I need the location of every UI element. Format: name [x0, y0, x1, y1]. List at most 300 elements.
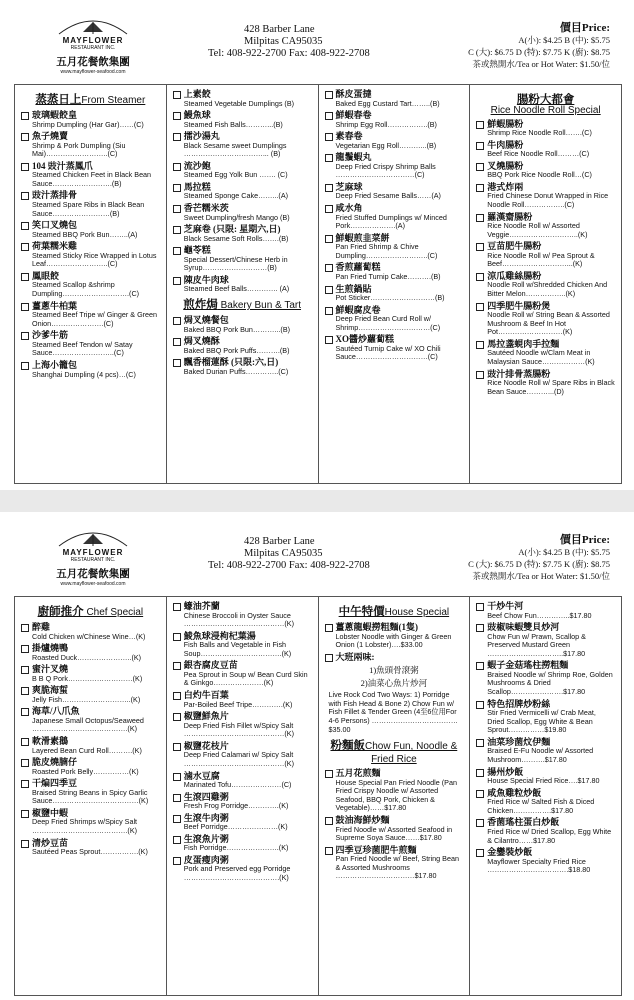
menu-item-english-desc: Shanghai Dumpling (4 pcs)…(C): [32, 369, 136, 379]
logo-sub-text: RESTAURANT INC.: [70, 557, 116, 563]
menu-item: [325, 815, 464, 843]
live-rock-cod-description: Live Rock Cod Two Ways: 1) Porridge with Fish Head & Bone 2) Chow Fun w/ Fish Fillet & Tender Green (4至6位用For 4-6 Persons) ………………………………$35.00: [328, 690, 458, 734]
menu-item: [21, 131, 160, 159]
checkbox-icon[interactable]: [21, 759, 29, 767]
menu-item-chinese-name: 酥皮蛋撻: [335, 89, 372, 99]
menu-item-english-desc: Pea Sprout in Soup w/ Bean Curd Skin & Ginkgo…………………(K): [183, 669, 308, 688]
column-house-special: [319, 597, 471, 995]
menu-item: [173, 741, 312, 769]
address-line-2: Milpitas CA95035: [244, 548, 323, 559]
menu-item: [325, 203, 464, 231]
checkbox-icon[interactable]: [173, 773, 181, 781]
logo-arch-text: MAYFLOWER: [62, 548, 124, 557]
menu-item-english-desc: Deep Fried Fish Fillet w/Spicy Salt ……………………………………(K): [183, 720, 294, 739]
item-list: [173, 601, 312, 883]
checkbox-icon[interactable]: [21, 303, 29, 311]
menu-item-chinese-name: 軟滑素鵝: [32, 736, 69, 747]
item-list: [173, 315, 312, 376]
price-title: 價目Price:: [559, 534, 610, 546]
checkbox-icon[interactable]: [173, 133, 181, 141]
menu-item-chinese-name: 豉椒味蝦雙貝炒河: [487, 622, 560, 633]
menu-item-english-desc: Fish Balls and Vegetable in Fish Soup…………………………….(K): [183, 640, 292, 658]
column-vegetable-porridge: [167, 597, 319, 995]
checkbox-icon[interactable]: [325, 624, 333, 632]
menu-item-chinese-name: 揚州炒飯: [487, 766, 524, 777]
menu-item-chinese-name: 鮮蝦春卷: [335, 110, 372, 121]
price-block: [468, 22, 610, 70]
checkbox-icon[interactable]: [21, 687, 29, 695]
menu-item-english-desc: Baked Egg Custard Tart……..(B): [335, 98, 440, 108]
menu-item: [21, 161, 160, 189]
menu-item-english-desc: Baked Durian Puffs…………..(C): [183, 366, 289, 376]
item-list: [325, 89, 464, 362]
checkbox-icon[interactable]: [325, 336, 333, 344]
logo-arch-text: MAYFLOWER: [62, 36, 124, 45]
menu-item: [21, 664, 160, 683]
section-title-cn: 煎炸焗: [183, 299, 218, 312]
checkbox-icon[interactable]: [325, 133, 333, 141]
menu-item-chinese-name: 鯪魚球浸枸杞葉湯: [183, 630, 256, 641]
checkbox-icon[interactable]: [476, 341, 484, 349]
menu-item-chinese-name: 薑蔥龍蝦撈粗麵(1隻): [335, 622, 418, 632]
menu-item-chinese-name: 龜苓糕: [183, 245, 211, 256]
checkbox-icon[interactable]: [325, 112, 333, 120]
menu-item-english-desc: Deep Fried Crispy Shrimp Balls ……………………………(C): [335, 161, 436, 180]
menu-item: [325, 89, 464, 108]
logo-chinese-name: 五月花餐飲集團: [56, 569, 130, 580]
menu-item-english-desc: Roasted Duck…………………..(K): [32, 652, 142, 662]
checkbox-icon[interactable]: [325, 817, 333, 825]
page-gap: [0, 490, 634, 512]
checkbox-icon[interactable]: [21, 332, 29, 340]
menu-item-english-desc: Shrimp Egg Roll……………..(B): [335, 119, 437, 129]
menu-item-chinese-name: 鮮蝦煎韭菜餅: [335, 232, 390, 243]
menu-item: [476, 212, 615, 240]
checkbox-icon[interactable]: [173, 662, 181, 670]
menu-item-chinese-name: 荷葉糯米雞: [32, 241, 78, 252]
menu-item-english-desc: Layered Bean Curd Roll……….(K): [32, 745, 142, 755]
price-line-3: 茶或熱開水/Tea or Hot Water: $1.50/位: [472, 59, 610, 69]
column-fried: [319, 85, 471, 483]
menu-item: [173, 315, 312, 334]
menu-item-chinese-name: 香菌瑤柱蛋白炒飯: [487, 817, 560, 828]
menu-item: [21, 706, 160, 734]
menu-item-chinese-name: 蜜汁叉燒: [32, 664, 69, 675]
menu-item-chinese-name: 蝦子金菇瑤柱撈粗麵: [487, 660, 569, 671]
menu-item-chinese-name: 香芒糯米茨: [183, 203, 229, 214]
two-ways-option-1: 1)魚頭骨滾粥: [369, 665, 419, 676]
menu-item: [476, 601, 615, 620]
menu-item: [173, 660, 312, 688]
section-title-chef-special: [21, 603, 160, 619]
menu-item-chinese-name: 鳳眼餃: [32, 270, 60, 281]
checkbox-icon[interactable]: [325, 235, 333, 243]
checkbox-icon[interactable]: [173, 857, 181, 865]
menu-item-chinese-name: 滷水豆腐: [183, 770, 220, 781]
section-title-en: Chef Special: [86, 607, 144, 618]
column-noodle-rice: [470, 597, 621, 995]
menu-item-english-desc: Shrimp & Pork Dumpling (Siu Mai)……………………..(C): [32, 140, 126, 159]
checkbox-icon[interactable]: [476, 371, 484, 379]
menu-item: [21, 808, 160, 836]
item-list: [476, 601, 615, 875]
checkbox-icon[interactable]: [173, 633, 181, 641]
menu-item-english-desc: Beef Porridge…………………(K): [183, 822, 288, 832]
address-line-1: 428 Barber Lane: [244, 536, 315, 547]
menu-item-english-desc: Fresh Frog Porridge………….(K): [183, 801, 289, 811]
checkbox-icon[interactable]: [21, 666, 29, 674]
menu-item-chinese-name: 特色招牌炒粉絲: [487, 698, 551, 709]
two-ways-option-2: 2)油菜心魚片炒河: [360, 678, 428, 689]
menu-item: [325, 182, 464, 201]
menu-item: [325, 233, 464, 261]
checkbox-icon[interactable]: [476, 701, 484, 709]
menu-item: [173, 275, 312, 294]
checkbox-icon[interactable]: [21, 133, 29, 141]
menu-item-english-desc: Steamed Scallop &shrimp Dumpling……………………….(C): [32, 280, 140, 299]
checkbox-icon[interactable]: [325, 264, 333, 272]
menu-page-1: [0, 0, 634, 490]
menu-item-chinese-name: 香煎蘿蔔糕: [335, 262, 381, 273]
menu-item-english-desc: Steamed Beef Tripe w/ Ginger & Green Onion………………….(C): [32, 310, 158, 328]
menu-item-english-desc: Beef Rice Noodle Roll………(C): [487, 149, 590, 159]
checkbox-icon[interactable]: [21, 163, 29, 171]
menu-item-chinese-name: 焗叉燒餐包: [183, 315, 229, 326]
menu-item-english-desc: Sautéed Noodle w/Clam Meat in Malaysian Sauce………………(K): [487, 348, 595, 366]
checkbox-icon[interactable]: [21, 362, 29, 370]
menu-item-chinese-name: 魚子燒賣: [32, 131, 69, 142]
column-steamer: [15, 85, 167, 483]
menu-item-chinese-name: 豆苗肥牛腸粉: [487, 241, 542, 252]
menu-item-english-desc: Noodle Roll w/ String Bean & Assorted Mushroom & Beef In Hot Pot………………………(K): [487, 310, 610, 337]
menu-item: [325, 131, 464, 150]
menu-item-english-desc: Deep Fried Calamari w/ Spicy Salt ……………………………………(K): [183, 750, 294, 768]
menu-item-chinese-name: 海草/八爪魚: [32, 706, 80, 717]
menu-item-chinese-name: 脆皮燒腩仔: [32, 757, 78, 768]
menu-item-english-desc: Rice Noodle Roll w/ Assorted Veggie………………………..(K): [487, 221, 588, 239]
checkbox-icon[interactable]: [173, 359, 181, 367]
menu-item-chinese-name: 生煎鍋貼: [335, 283, 372, 294]
menu-item: [476, 817, 615, 845]
menu-item: [173, 711, 312, 739]
checkbox-icon[interactable]: [173, 205, 181, 213]
menu-item-chinese-name: 羅漢齋腸粉: [487, 211, 533, 222]
item-list: [325, 768, 464, 881]
menu-item: [325, 284, 464, 303]
checkbox-icon[interactable]: [173, 277, 181, 285]
menu-item-english-desc: Shrimp Rice Noodle Roll…….(C): [487, 128, 592, 138]
menu-columns: [14, 84, 622, 484]
menu-item-english-desc: Pan Fried Shrimp & Chive Dumpling……………………..(C): [335, 242, 438, 260]
checkbox-icon[interactable]: [173, 247, 181, 255]
menu-item-chinese-name: 牛肉腸粉: [487, 139, 524, 150]
checkbox-icon[interactable]: [173, 692, 181, 700]
menu-item: [325, 262, 464, 281]
menu-item-chinese-name: 銀杏腐皮豆苗: [183, 660, 238, 671]
checkbox-icon[interactable]: [325, 847, 333, 855]
phone-line: Tel: 408-922-2700 Fax: 408-922-2708: [208, 48, 370, 59]
menu-item-english-desc: Mayflower Specialty Fried Rice …………………………….$18.80: [487, 856, 591, 875]
checkbox-icon[interactable]: [476, 739, 484, 747]
menu-item-english-desc: Black Sesame Soft Rolls…….(B): [183, 233, 289, 243]
menu-item-chinese-name: 四季豆珍菌肥牛煎麵: [335, 844, 417, 855]
menu-item-english-desc: House Special Pan Fried Noodle (Pan Fried Crispy Noodle w/ Assorted Seafood, BBQ Pork, Chicken & Vegetable)……$17.80: [335, 777, 457, 813]
menu-item: [21, 220, 160, 239]
menu-item-chinese-name: 陳皮牛肉球: [183, 274, 229, 285]
checkbox-icon[interactable]: [21, 708, 29, 716]
checkbox-icon[interactable]: [476, 769, 484, 777]
checkbox-icon[interactable]: [476, 303, 484, 311]
menu-item-english-desc: Steamed Sticky Rice Wrapped in Lotus Leaf……………………..(C): [32, 250, 157, 269]
checkbox-icon[interactable]: [173, 338, 181, 346]
checkbox-icon[interactable]: [325, 205, 333, 213]
menu-item-chinese-name: 上素餃: [183, 89, 211, 99]
menu-item-chinese-name: 干炒牛河: [487, 601, 524, 611]
checkbox-icon[interactable]: [173, 836, 181, 844]
checkbox-icon[interactable]: [21, 222, 29, 230]
section-title-noodle-rice: [325, 737, 464, 765]
checkbox-icon[interactable]: [173, 163, 181, 171]
item-list: [21, 110, 160, 379]
menu-item: [173, 357, 312, 376]
menu-item-chinese-name: 上海小籠包: [32, 360, 78, 370]
menu-item: [173, 110, 312, 129]
menu-item-chinese-name: 掛爐燒鴨: [32, 643, 69, 654]
price-title: 價目Price:: [559, 22, 610, 34]
checkbox-icon[interactable]: [325, 91, 333, 99]
checkbox-icon[interactable]: [173, 184, 181, 192]
menu-item: [21, 778, 160, 806]
checkbox-icon[interactable]: [173, 815, 181, 823]
menu-item: [21, 736, 160, 755]
checkbox-icon[interactable]: [173, 794, 181, 802]
menu-item: [21, 360, 160, 379]
checkbox-icon[interactable]: [21, 243, 29, 251]
checkbox-icon[interactable]: [21, 645, 29, 653]
section-title-rice-noodle-roll: [476, 91, 615, 116]
menu-item-chinese-name: 醉雞: [32, 622, 51, 632]
menu-item-chinese-name: 焗叉燒酥: [183, 336, 220, 347]
checkbox-icon[interactable]: [21, 840, 29, 848]
phone-line: Tel: 408-922-2700 Fax: 408-922-2708: [208, 560, 370, 571]
address-block: [208, 536, 370, 572]
price-line-3: 茶或熱開水/Tea or Hot Water: $1.50/位: [472, 571, 610, 581]
section-title-en: From Steamer: [81, 95, 146, 106]
menu-item-chinese-name: 清炒豆苗: [32, 837, 69, 848]
checkbox-icon[interactable]: [325, 184, 333, 192]
menu-item: [21, 241, 160, 269]
section-title-cn: 腸粉大都會: [516, 94, 575, 106]
menu-item-chinese-name: 玻璃蝦餃皇: [32, 110, 78, 120]
menu-item: [476, 788, 615, 816]
checkbox-icon[interactable]: [325, 154, 333, 162]
menu-item: [476, 369, 615, 397]
menu-item-chinese-name: 蠔油芥蘭: [183, 601, 220, 611]
menu-item-english-desc: Braised String Beans in Spicy Garlic Sauce………………………………(K): [32, 787, 149, 806]
menu-item-english-desc: Beef Chow Fun…………..$17.80: [487, 610, 592, 620]
menu-item-english-desc: Vegetarian Egg Roll………...(B): [335, 140, 437, 150]
menu-item-english-desc: Sweet Dumpling/fresh Mango (B): [183, 212, 290, 222]
menu-item-chinese-name: 叉燒腸粉: [487, 160, 524, 171]
menu-item-english-desc: Steamed Beef Balls…………. (A): [183, 284, 290, 294]
menu-item-english-desc: Pan Fried Turnip Cake……….(B): [335, 271, 441, 281]
menu-item: [173, 792, 312, 811]
checkbox-icon[interactable]: [21, 112, 29, 120]
menu-item: [173, 855, 312, 883]
menu-item-english-desc: Steamed Spare Ribs in Black Bean Sauce……………………(B): [32, 199, 145, 218]
menu-page-2: [0, 512, 634, 1000]
section-title-cn: 粉麵飯: [330, 740, 365, 753]
menu-item: [21, 301, 160, 329]
menu-item-english-desc: Stir Fried Vermicelli w/ Crab Meat, Dried Scallop, Egg White & Bean Sprout……………$19.80: [487, 708, 596, 735]
menu-item-english-desc: Pork and Preserved egg Porridge ………………………………….(K): [183, 864, 291, 882]
checkbox-icon[interactable]: [21, 780, 29, 788]
menu-item-english-desc: Braised E-Fu Noodle w/ Assorted Mushroom……….$17.80: [487, 746, 594, 765]
menu-item-chinese-name: 沙爹牛筋: [32, 330, 69, 341]
checkbox-icon[interactable]: [21, 624, 29, 632]
menu-item: [173, 336, 312, 355]
item-list: [476, 119, 615, 397]
checkbox-icon[interactable]: [173, 603, 181, 611]
menu-item: [21, 838, 160, 857]
menu-item: [325, 110, 464, 129]
menu-item: [21, 622, 160, 641]
menu-item-chinese-name: 馬拉糕: [183, 181, 211, 192]
logo-chinese-name: 五月花餐飲集團: [56, 57, 130, 68]
menu-item-chinese-name: 干煸四季豆: [32, 778, 78, 789]
menu-item-chinese-name: 龍鬚蝦丸: [335, 152, 372, 163]
logo-url: www.mayflower-seafood.com: [60, 581, 126, 587]
checkbox-icon[interactable]: [173, 91, 181, 99]
menu-item-chinese-name: 鼓油海鮮炒麵: [335, 815, 390, 826]
checkbox-icon[interactable]: [173, 226, 181, 234]
menu-item-chinese-name: 金鑾裝炒飯: [487, 847, 533, 858]
menu-item-chinese-name: 爽脆海蜇: [32, 685, 69, 696]
menu-item-chinese-name: 皮蛋瘦肉粥: [183, 854, 229, 865]
menu-item: [21, 643, 160, 662]
logo-url: www.mayflower-seafood.com: [60, 69, 126, 75]
item-list: [173, 89, 312, 294]
menu-item: [325, 622, 464, 650]
menu-item-english-desc: Sautéed Peas Sprout…………….(K): [32, 847, 148, 857]
menu-item: [173, 813, 312, 832]
menu-item-chinese-name: 生滾魚片粥: [183, 833, 229, 844]
restaurant-logo: [28, 526, 158, 587]
menu-item-english-desc: Pan Fried Noodle w/ Beef, String Bean & Assorted Mushrooms ……………………………$17.80: [335, 854, 459, 881]
checkbox-icon[interactable]: [325, 770, 333, 778]
checkbox-icon[interactable]: [476, 163, 484, 171]
menu-item-english-desc: Rice Noodle Roll w/ Pea Sprout & Beef………………………...(K): [487, 250, 595, 269]
menu-item-english-desc: Pot Sticker………………………(B): [335, 293, 445, 303]
checkbox-icon[interactable]: [476, 142, 484, 150]
checkbox-icon[interactable]: [476, 849, 484, 857]
menu-item: [476, 847, 615, 875]
menu-item-chinese-name: 鰻魚球: [183, 110, 211, 121]
checkbox-icon[interactable]: [476, 624, 484, 632]
checkbox-icon[interactable]: [173, 713, 181, 721]
menu-item-chinese-name: 大班兩味:: [335, 651, 375, 662]
menu-item-english-desc: BBQ Pork Rice Noodle Roll…(C): [487, 170, 592, 180]
checkbox-icon[interactable]: [325, 307, 333, 315]
column-chef-special: [15, 597, 167, 995]
menu-item: [173, 89, 312, 108]
menu-item-english-desc: Baked BBQ Pork Bun………...(B): [183, 324, 291, 334]
menu-item: [21, 330, 160, 358]
checkbox-icon[interactable]: [325, 654, 333, 662]
checkbox-icon[interactable]: [476, 662, 484, 670]
menu-item: [476, 271, 615, 299]
column-rice-noodle-roll: [470, 85, 621, 483]
menu-item-english-desc: Steamed Chicken Feet in Black Bean Sauce…………………….(B): [32, 170, 152, 188]
menu-item-chinese-name: 咸水角: [335, 203, 363, 214]
menu-item-english-desc: House Special Fried Rice….$17.80: [487, 776, 600, 786]
menu-item: [173, 182, 312, 201]
menu-item-english-desc: Black Sesame sweet Dumplings ……………………………... (B): [183, 140, 287, 159]
menu-item-english-desc: Fried Rice w/ Salted Fish & Diced Chicken…………….$17.80: [487, 797, 595, 815]
menu-item-chinese-name: 豉汁排骨蒸腸粉: [487, 368, 551, 379]
two-ways-options: [325, 664, 464, 690]
checkbox-icon[interactable]: [476, 121, 484, 129]
menu-item-chinese-name: 薑蔥牛柏葉: [32, 300, 78, 311]
checkbox-icon[interactable]: [325, 286, 333, 294]
checkbox-icon[interactable]: [476, 603, 484, 611]
menu-item-chinese-name: 生滾牛肉粥: [183, 812, 229, 823]
menu-item-english-desc: Lobster Noodle with Ginger & Green Onion (1 Lobster)….$33.00: [335, 631, 452, 650]
menu-item-english-desc: Deep Fried Shrimps w/Spicy Salt ………………………………….(K): [32, 817, 138, 836]
checkbox-icon[interactable]: [173, 743, 181, 751]
checkbox-icon[interactable]: [21, 738, 29, 746]
menu-item: [325, 305, 464, 333]
checkbox-icon[interactable]: [476, 819, 484, 827]
menu-item: [21, 271, 160, 299]
menu-item: [476, 767, 615, 786]
checkbox-icon[interactable]: [476, 243, 484, 251]
checkbox-icon[interactable]: [21, 192, 29, 200]
menu-item: [325, 652, 464, 663]
menu-item-chinese-name: 豉汁蒸排骨: [32, 190, 78, 201]
menu-item-chinese-name: 104 豉汁蒸鳳爪: [32, 160, 93, 171]
item-list: [21, 622, 160, 857]
menu-item-english-desc: Steamed BBQ Pork Bun……..(A): [32, 229, 138, 239]
address-block: [208, 24, 370, 60]
section-title-cn: 蒸蒸日上: [35, 94, 82, 106]
menu-item: [21, 190, 160, 218]
section-title-house-special: [325, 603, 464, 619]
menu-item: [476, 241, 615, 269]
menu-item-chinese-name: 笑口叉燒包: [32, 220, 78, 231]
checkbox-icon[interactable]: [476, 184, 484, 192]
menu-item: [173, 203, 312, 222]
menu-item-english-desc: Noodle Roll w/Shredded Chicken And Bitter Melon……………..(K): [487, 280, 608, 299]
menu-item-english-desc: Deep Fried Bean Curd Roll w/ Shrimp…………………………(C): [335, 314, 441, 332]
checkbox-icon[interactable]: [173, 112, 181, 120]
checkbox-icon[interactable]: [476, 273, 484, 281]
menu-item-english-desc: Marinated Tofu…………………(C): [183, 780, 292, 790]
menu-item-english-desc: Steamed Vegetable Dumplings (B): [183, 98, 295, 108]
checkbox-icon[interactable]: [476, 214, 484, 222]
address-line-2: Milpitas CA95035: [244, 36, 323, 47]
menu-item: [476, 339, 615, 367]
checkbox-icon[interactable]: [21, 810, 29, 818]
restaurant-logo: [28, 14, 158, 75]
menu-item-chinese-name: 流沙飽: [183, 160, 211, 171]
menu-item: [476, 660, 615, 696]
checkbox-icon[interactable]: [21, 273, 29, 281]
menu-item-chinese-name: 飄香榴蓮酥 (只限:六,日): [183, 357, 279, 368]
menu-item-english-desc: Fried Chinese Donut Wrapped in Rice Noodle Roll……………..(C): [487, 191, 609, 209]
checkbox-icon[interactable]: [173, 317, 181, 325]
checkbox-icon[interactable]: [476, 790, 484, 798]
